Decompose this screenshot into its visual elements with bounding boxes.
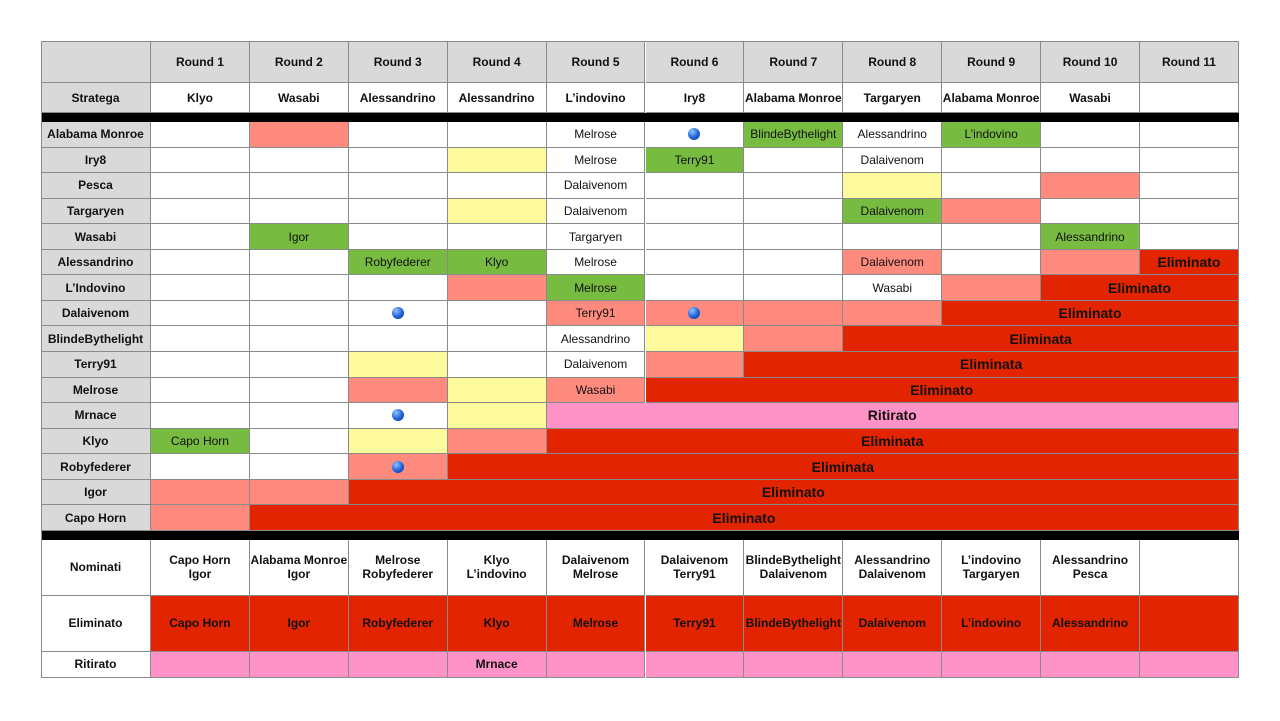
round-cell: [646, 326, 745, 352]
separator-bar-bottom: [41, 531, 1239, 540]
strategist-cell: Alabama Monroe: [744, 83, 843, 113]
round-header: Round 3: [349, 41, 448, 83]
nominee-name: Robyfederer: [362, 567, 434, 582]
round-cell: [151, 326, 250, 352]
round-header: Round 7: [744, 41, 843, 83]
round-cell: Terry91: [646, 148, 745, 174]
separator-bar-top: [41, 113, 1239, 122]
blue-ball-icon: [392, 409, 404, 421]
round-cell: [646, 224, 745, 250]
player-name: Robyfederer: [41, 454, 151, 480]
status-cell: Eliminato: [1140, 250, 1239, 276]
nominati-cell: [448, 540, 547, 596]
status-cell: Eliminato: [349, 480, 1239, 506]
round-cell: [744, 326, 843, 352]
round-cell: Targaryen: [547, 224, 646, 250]
round-cell: [151, 275, 250, 301]
round-cell: [250, 403, 349, 429]
nominee-name: BlindeBythelight: [745, 553, 841, 568]
withdrawn-cell: [744, 652, 843, 678]
player-name: L’Indovino: [41, 275, 151, 301]
nominee-name: L’indovino: [466, 567, 527, 582]
nominee-name: Dalaivenom: [759, 567, 828, 582]
round-cell: Wasabi: [547, 378, 646, 404]
round-cell: BlindeBythelight: [744, 122, 843, 148]
nominee-name: Igor: [287, 567, 311, 582]
round-cell: [349, 429, 448, 455]
player-name: Targaryen: [41, 199, 151, 225]
nominati-cell: [250, 540, 349, 596]
round-cell: [250, 378, 349, 404]
withdrawn-cell: [349, 652, 448, 678]
status-cell: Eliminata: [448, 454, 1239, 480]
round-cell: [151, 352, 250, 378]
round-cell: [448, 275, 547, 301]
round-cell: [448, 378, 547, 404]
nominati-cell: [151, 540, 250, 596]
blue-ball-icon: [392, 307, 404, 319]
round-cell: [744, 199, 843, 225]
strategist-cell: Iry8: [646, 83, 745, 113]
nominee-name: Dalaivenom: [660, 553, 729, 568]
round-cell: [151, 378, 250, 404]
nominee-name: Melrose: [375, 553, 421, 568]
round-cell: [744, 250, 843, 276]
round-cell: [349, 352, 448, 378]
round-cell: [942, 148, 1041, 174]
round-cell: [1041, 148, 1140, 174]
round-header: Round 8: [843, 41, 942, 83]
round-cell: [942, 199, 1041, 225]
player-name: Terry91: [41, 352, 151, 378]
round-cell: Dalaivenom: [843, 250, 942, 276]
round-cell: Melrose: [547, 148, 646, 174]
round-header: Round 5: [547, 41, 646, 83]
round-cell: [448, 224, 547, 250]
nominee-name: Terry91: [673, 567, 716, 582]
nominati-cell: [646, 540, 745, 596]
strategist-cell: L’indovino: [547, 83, 646, 113]
strategist-cell: [1140, 83, 1239, 113]
nominati-label: Nominati: [41, 540, 151, 596]
eliminated-cell: Klyo: [448, 596, 547, 652]
round-cell: Robyfederer: [349, 250, 448, 276]
round-cell: [349, 275, 448, 301]
nominee-name: Capo Horn: [169, 553, 231, 568]
round-cell: [942, 173, 1041, 199]
nominati-cell: [1140, 540, 1239, 596]
round-cell: Klyo: [448, 250, 547, 276]
round-header: Round 11: [1140, 41, 1239, 83]
withdrawn-cell: [151, 652, 250, 678]
round-cell: [349, 301, 448, 327]
player-name: Alessandrino: [41, 250, 151, 276]
round-cell: [448, 199, 547, 225]
round-cell: [151, 480, 250, 506]
round-cell: [151, 122, 250, 148]
player-name: Alabama Monroe: [41, 122, 151, 148]
round-cell: Melrose: [547, 275, 646, 301]
player-name: Dalaivenom: [41, 301, 151, 327]
round-cell: L’indovino: [942, 122, 1041, 148]
round-cell: [646, 173, 745, 199]
round-cell: Dalaivenom: [547, 173, 646, 199]
blue-ball-icon: [392, 461, 404, 473]
round-cell: [151, 454, 250, 480]
withdrawn-cell: Mrnace: [448, 652, 547, 678]
nominee-name: Dalaivenom: [561, 553, 630, 568]
player-name: BlindeBythelight: [41, 326, 151, 352]
status-cell: Ritirato: [547, 403, 1239, 429]
round-cell: Dalaivenom: [547, 352, 646, 378]
round-cell: [250, 275, 349, 301]
round-cell: Igor: [250, 224, 349, 250]
round-cell: [1041, 199, 1140, 225]
round-cell: [151, 250, 250, 276]
round-cell: [349, 122, 448, 148]
round-cell: [250, 429, 349, 455]
round-cell: [646, 250, 745, 276]
round-cell: [151, 224, 250, 250]
round-cell: [1041, 122, 1140, 148]
round-cell: [744, 224, 843, 250]
round-cell: [250, 454, 349, 480]
blue-ball-icon: [688, 128, 700, 140]
round-cell: Alessandrino: [547, 326, 646, 352]
player-name: Mrnace: [41, 403, 151, 429]
round-header: Round 4: [448, 41, 547, 83]
round-cell: Wasabi: [843, 275, 942, 301]
status-cell: Eliminato: [250, 505, 1239, 531]
nominati-cell: [843, 540, 942, 596]
round-cell: [646, 301, 745, 327]
strategist-label: Stratega: [41, 83, 151, 113]
strategist-cell: Klyo: [151, 83, 250, 113]
round-cell: [448, 122, 547, 148]
round-cell: [942, 275, 1041, 301]
round-cell: [448, 148, 547, 174]
strategist-cell: Alabama Monroe: [942, 83, 1041, 113]
strategist-cell: Alessandrino: [349, 83, 448, 113]
status-cell: Eliminato: [942, 301, 1239, 327]
round-cell: [843, 173, 942, 199]
round-header: Round 2: [250, 41, 349, 83]
round-cell: [843, 301, 942, 327]
nominee-name: Alessandrino: [1052, 553, 1129, 568]
nominee-name: Alessandrino: [854, 553, 931, 568]
round-header: Round 6: [646, 41, 745, 83]
player-name: Wasabi: [41, 224, 151, 250]
eliminated-cell: Robyfederer: [349, 596, 448, 652]
round-cell: [448, 326, 547, 352]
round-cell: [250, 301, 349, 327]
round-cell: [349, 173, 448, 199]
eliminated-cell: Capo Horn: [151, 596, 250, 652]
eliminated-cell: Dalaivenom: [843, 596, 942, 652]
eliminated-cell: [1140, 596, 1239, 652]
round-cell: [448, 173, 547, 199]
round-cell: [250, 352, 349, 378]
player-name: Pesca: [41, 173, 151, 199]
round-cell: [349, 454, 448, 480]
round-cell: Dalaivenom: [843, 199, 942, 225]
status-cell: Eliminato: [646, 378, 1239, 404]
round-cell: [151, 505, 250, 531]
round-header: Round 9: [942, 41, 1041, 83]
round-cell: [1041, 173, 1140, 199]
round-cell: [646, 352, 745, 378]
round-cell: [744, 275, 843, 301]
round-cell: Melrose: [547, 122, 646, 148]
round-cell: Melrose: [547, 250, 646, 276]
round-cell: [349, 224, 448, 250]
round-cell: [744, 301, 843, 327]
round-cell: [1140, 122, 1239, 148]
round-cell: [1140, 224, 1239, 250]
eliminated-cell: BlindeBythelight: [744, 596, 843, 652]
round-cell: [646, 199, 745, 225]
player-name: Melrose: [41, 378, 151, 404]
round-cell: Alessandrino: [843, 122, 942, 148]
nominee-name: Igor: [188, 567, 212, 582]
eliminated-cell: L’indovino: [942, 596, 1041, 652]
round-cell: [744, 173, 843, 199]
status-cell: Eliminata: [744, 352, 1239, 378]
nominee-name: Klyo: [483, 553, 510, 568]
round-cell: [151, 301, 250, 327]
nominati-cell: [349, 540, 448, 596]
round-cell: [646, 122, 745, 148]
nominee-name: L’indovino: [961, 553, 1022, 568]
round-cell: [1140, 173, 1239, 199]
nominati-cell: [1041, 540, 1140, 596]
round-cell: Alessandrino: [1041, 224, 1140, 250]
status-cell: Eliminato: [1041, 275, 1239, 301]
round-cell: [1041, 250, 1140, 276]
withdrawn-cell: [1041, 652, 1140, 678]
round-cell: [448, 429, 547, 455]
withdrawn-cell: [843, 652, 942, 678]
round-cell: Capo Horn: [151, 429, 250, 455]
withdrawn-cell: [646, 652, 745, 678]
nominee-name: Dalaivenom: [858, 567, 926, 582]
round-cell: [151, 199, 250, 225]
corner-cell: [41, 41, 151, 83]
round-cell: [448, 352, 547, 378]
nominee-name: Melrose: [572, 567, 619, 582]
eliminato-label: Eliminato: [41, 596, 151, 652]
round-cell: [151, 173, 250, 199]
round-cell: [1140, 199, 1239, 225]
ritirato-label: Ritirato: [41, 652, 151, 678]
nominati-cell: [744, 540, 843, 596]
player-name: Capo Horn: [41, 505, 151, 531]
eliminated-cell: Alessandrino: [1041, 596, 1140, 652]
round-cell: [1140, 148, 1239, 174]
round-cell: [250, 250, 349, 276]
round-cell: [151, 148, 250, 174]
strategist-cell: Targaryen: [843, 83, 942, 113]
withdrawn-cell: [250, 652, 349, 678]
nominee-name: Alabama Monroe: [250, 553, 348, 568]
round-cell: [250, 122, 349, 148]
round-cell: [250, 148, 349, 174]
nominee-name: Pesca: [1072, 567, 1108, 582]
nominee-name: Targaryen: [962, 567, 1020, 582]
eliminated-cell: Igor: [250, 596, 349, 652]
player-name: Iry8: [41, 148, 151, 174]
status-cell: Eliminata: [843, 326, 1239, 352]
round-cell: [646, 275, 745, 301]
nominati-cell: [942, 540, 1041, 596]
eliminated-cell: Terry91: [646, 596, 745, 652]
round-cell: [349, 148, 448, 174]
withdrawn-cell: [942, 652, 1041, 678]
round-cell: [942, 250, 1041, 276]
round-cell: [250, 199, 349, 225]
eliminated-cell: Melrose: [547, 596, 646, 652]
status-cell: Eliminata: [547, 429, 1239, 455]
round-cell: [250, 480, 349, 506]
player-name: Klyo: [41, 429, 151, 455]
round-cell: [151, 403, 250, 429]
strategist-cell: Wasabi: [1041, 83, 1140, 113]
round-cell: [349, 378, 448, 404]
strategist-cell: Alessandrino: [448, 83, 547, 113]
round-cell: Dalaivenom: [843, 148, 942, 174]
round-cell: [349, 199, 448, 225]
nominati-cell: [547, 540, 646, 596]
round-cell: [349, 326, 448, 352]
withdrawn-cell: [547, 652, 646, 678]
round-cell: [448, 301, 547, 327]
round-cell: [250, 173, 349, 199]
round-cell: [349, 403, 448, 429]
round-cell: [942, 224, 1041, 250]
round-cell: [843, 224, 942, 250]
withdrawn-cell: [1140, 652, 1239, 678]
player-name: Igor: [41, 480, 151, 506]
blue-ball-icon: [688, 307, 700, 319]
round-cell: [250, 326, 349, 352]
round-cell: Terry91: [547, 301, 646, 327]
round-cell: [744, 148, 843, 174]
strategist-cell: Wasabi: [250, 83, 349, 113]
round-cell: Dalaivenom: [547, 199, 646, 225]
round-cell: [448, 403, 547, 429]
round-header: Round 1: [151, 41, 250, 83]
round-header: Round 10: [1041, 41, 1140, 83]
